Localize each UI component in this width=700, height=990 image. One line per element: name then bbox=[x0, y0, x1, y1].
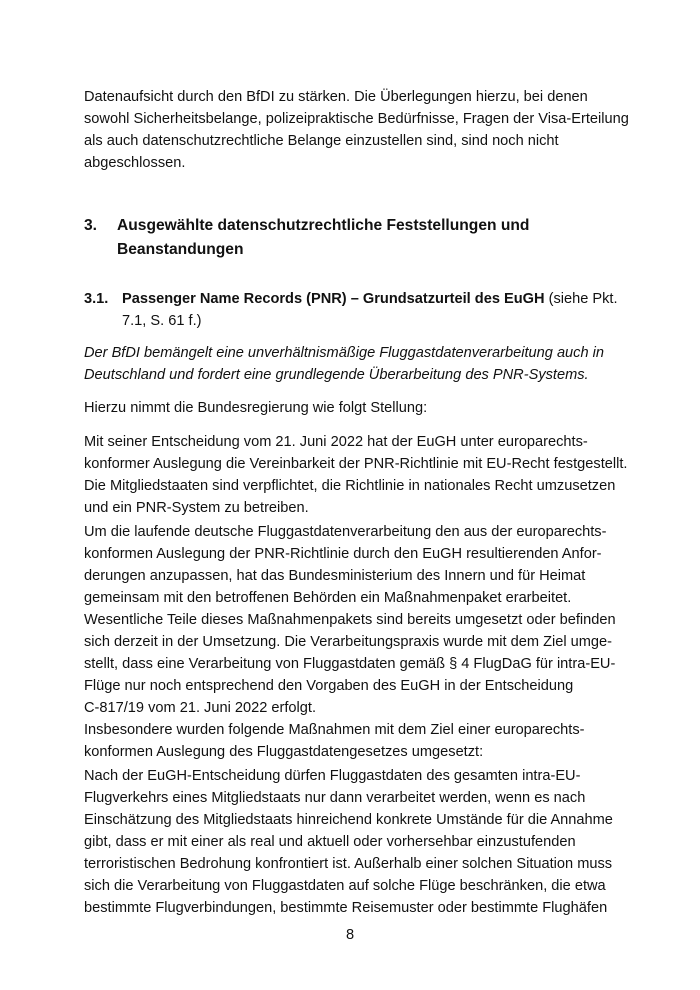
text-line: Der BfDI bemängelt eine unverhältnismäßige Fluggastdatenverarbeitung auch in bbox=[84, 345, 605, 361]
text-line: C-817/19 vom 21. Juni 2022 erfolgt. bbox=[84, 700, 317, 716]
text-line: abgeschlossen. bbox=[84, 155, 186, 171]
text-line: Hierzu nimmt die Bundesregierung wie folgt Stellung: bbox=[84, 400, 428, 416]
paragraph-2 bbox=[84, 521, 624, 763]
heading-line: Ausgewählte datenschutzrechtliche Feststellungen und bbox=[117, 217, 530, 234]
text-line: und ein PNR-System zu betreiben. bbox=[84, 500, 309, 516]
paragraph-1 bbox=[84, 431, 628, 519]
text-line: terroristischen Bedrohung konfrontiert ist. Außerhalb einer solchen Situation muss bbox=[84, 856, 613, 872]
text-line: Mit seiner Entscheidung vom 21. Juni 2022 hat der EuGH unter europarechts- bbox=[84, 434, 588, 450]
subsection-number: 3.1. bbox=[84, 291, 109, 307]
text-line: sich derzeit in der Umsetzung. Die Verarbeitungspraxis wurde mit dem Ziel umge- bbox=[84, 634, 613, 650]
text-line: Einschätzung des Mitgliedstaats hinreichend konkrete Umstände für die Annahme bbox=[84, 812, 613, 828]
subsection-title: Passenger Name Records (PNR) – Grundsatzurteil des EuGH bbox=[122, 291, 545, 307]
text-line: Datenaufsicht durch den BfDI zu stärken. Die Überlegungen hierzu, bei denen bbox=[84, 89, 588, 105]
text-line: sowohl Sicherheitsbelange, polizeipraktische Bedürfnisse, Fragen der Visa-Erteilung bbox=[84, 111, 629, 127]
text-line: Flüge nur noch entsprechend den Vorgaben des EuGH in der Entscheidung bbox=[84, 678, 574, 694]
text-line: stellt, dass eine Verarbeitung von Fluggastdaten gemäß § 4 FlugDaG für intra-EU- bbox=[84, 656, 616, 672]
text-line: als auch datenschutzrechtliche Belange einzustellen sind, sind noch nicht bbox=[84, 133, 559, 149]
section-heading bbox=[117, 214, 529, 262]
text-line: Die Mitgliedstaaten sind verpflichtet, die Richtlinie in nationales Recht umzusetzen bbox=[84, 478, 616, 494]
paragraph-3 bbox=[84, 765, 624, 919]
text-line: konformen Auslegung der PNR-Richtlinie durch den EuGH resultierenden Anfor- bbox=[84, 546, 602, 562]
page-number: 8 bbox=[345, 927, 355, 943]
text-line: gemeinsam mit den betroffenen Behörden ein Maßnahmenpaket erarbeitet. bbox=[84, 590, 572, 606]
intro-paragraph bbox=[84, 86, 629, 174]
text-line: gibt, dass er mit einer als real und aktuell oder vorhersehbar einzustufenden bbox=[84, 834, 576, 850]
text-line: Flugverkehrs eines Mitgliedstaats nur dann verarbeitet werden, wenn es nach bbox=[84, 790, 586, 806]
text-line: konformer Auslegung die Vereinbarkeit der PNR-Richtlinie mit EU-Recht festgestellt. bbox=[84, 456, 628, 472]
text-line: Um die laufende deutsche Fluggastdatenverarbeitung den aus der europarechts- bbox=[84, 524, 607, 540]
text-line: Insbesondere wurden folgende Maßnahmen mit dem Ziel einer europarechts- bbox=[84, 722, 585, 738]
statement-line bbox=[84, 397, 624, 419]
subsection-reference-line: 7.1, S. 61 f.) bbox=[122, 313, 202, 329]
subsection-reference: (siehe Pkt. bbox=[544, 291, 618, 307]
text-line: sich die Verarbeitung von Fluggastdaten auf solche Flüge beschränken, die etwa bbox=[84, 878, 606, 894]
text-line: bestimmte Flugverbindungen, bestimmte Reisemuster oder bestimmte Flughäfen bbox=[84, 900, 608, 916]
section-number: 3. bbox=[84, 217, 98, 234]
text-line: Nach der EuGH-Entscheidung dürfen Fluggastdaten des gesamten intra-EU- bbox=[84, 768, 581, 784]
text-line: Deutschland und fordert eine grundlegende Überarbeitung des PNR-Systems. bbox=[84, 367, 589, 383]
text-line: Wesentliche Teile dieses Maßnahmenpakets sind bereits umgesetzt oder befinden bbox=[84, 612, 616, 628]
summary-paragraph bbox=[84, 342, 624, 386]
text-line: derungen anzupassen, hat das Bundesministerium des Innern und für Heimat bbox=[84, 568, 586, 584]
subsection-heading bbox=[122, 288, 618, 310]
text-line: konformen Auslegung des Fluggastdatengesetzes umgesetzt: bbox=[84, 744, 484, 760]
heading-line: Beanstandungen bbox=[117, 241, 244, 258]
